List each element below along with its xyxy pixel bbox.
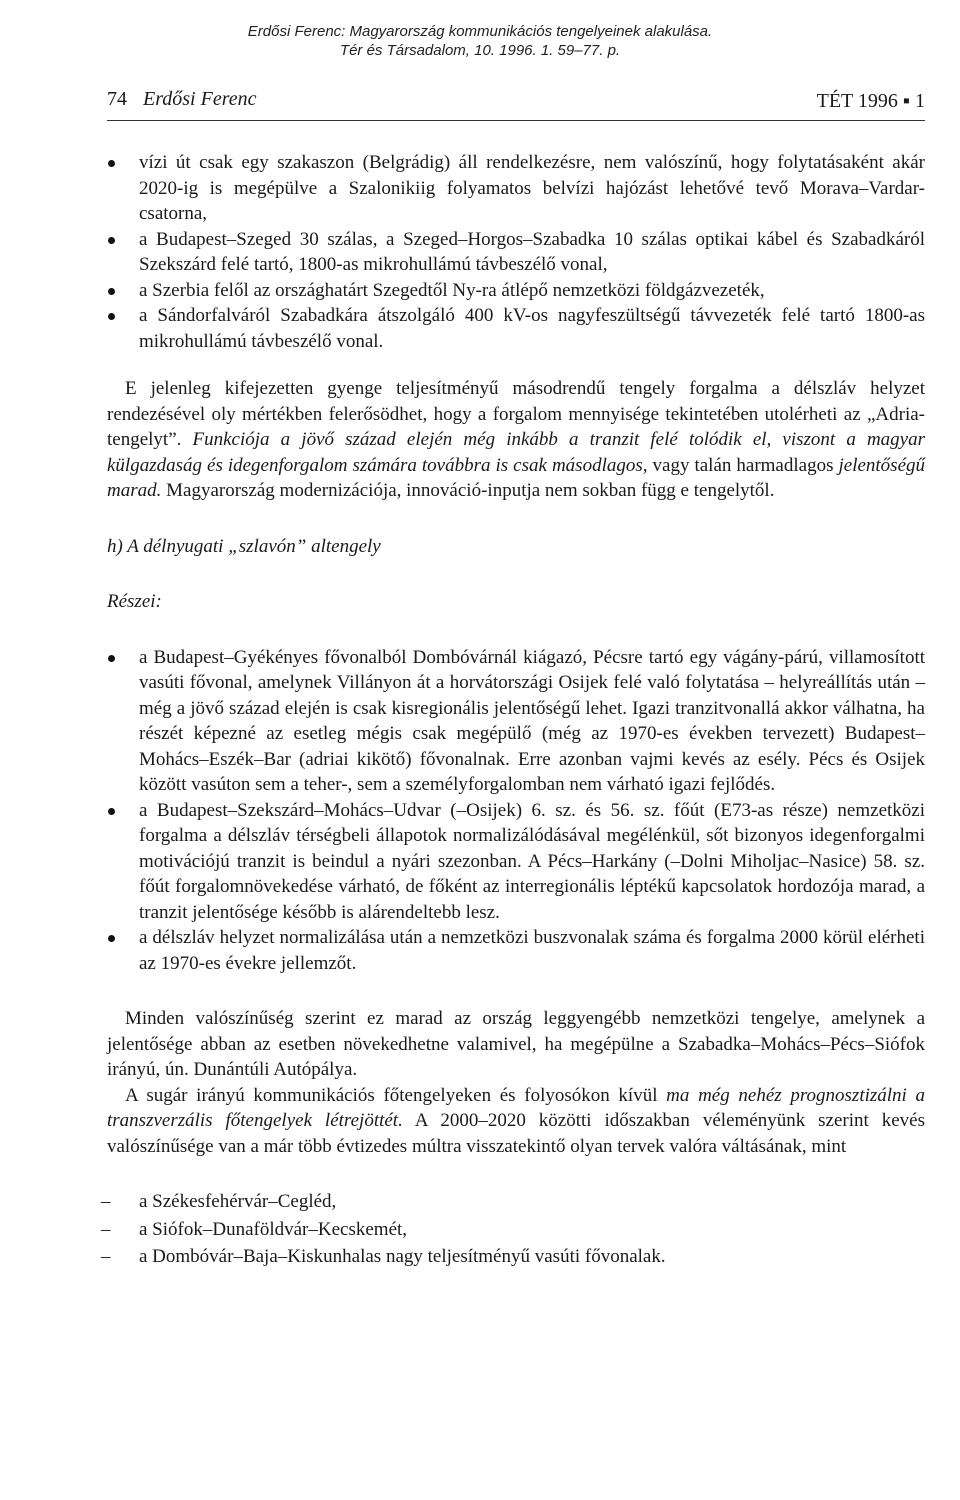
page-number: 74: [107, 88, 127, 110]
list-item: – a Dombóvár–Baja–Kiskunhalas nagy teljesítményű vasúti fővonalak.: [107, 1244, 925, 1270]
paragraph-text: Magyarország modernizációja, innováció-inputja nem sokban függ e tengelytől.: [161, 480, 775, 501]
section-title: h) A délnyugati „szlavón” altengely: [107, 535, 381, 557]
paragraph-text: A sugár irányú kommunikációs főtengelyeken és folyosókon kívül: [125, 1084, 667, 1106]
running-head-left: [107, 88, 257, 111]
journal-label: TÉT 1996 ▪ 1: [816, 90, 925, 112]
dash-list: [107, 1189, 925, 1270]
paragraph-text: vagy talán harmadlagos: [647, 454, 839, 476]
page-body: [107, 150, 925, 1272]
list-item: a Sándorfalváról Szabadkára átszolgáló 400 kV-os nagyfeszültségű távvezeték felé tartó 1800-as mikrohullámú távbeszélő vonal.: [107, 303, 925, 354]
paragraph-3: [107, 1083, 925, 1160]
bullet-list-top: [107, 150, 925, 354]
paragraph-emphasis: ma még nehéz prognosztizálni a transzverzális főtengelyek létrejöttét.: [107, 1084, 926, 1131]
list-item: a Budapest–Szeged 30 szálas, a Szeged–Horgos–Szabadka 10 szálas optikai kábel és Szabadkáról Szekszárd felé tartó, 1800-as mikrohullámú távbeszélő vonal,: [107, 227, 925, 278]
citation-line-1: Erdősi Ferenc: Magyarország kommunikációs tengelyeinek alakulása.: [247, 23, 713, 40]
paragraph-text: A 2000–2020 közötti időszakban véleményünk szerint kevés valószínűsége van a már több évtizedes múltra visszatekintő olyan tervek valóra váltásának, mint: [107, 1110, 925, 1157]
paragraph-2: Minden valószínűség szerint ez marad az ország leggyengébb nemzetközi tengelye, amelynek a jelentősége abban az esetben növekedhetne valamivel, ha megépülne a Szabadka–Mohács–Pécs–Siófok irányú, ún. Dunántúli Autópálya.: [107, 1008, 925, 1080]
citation-header: [0, 22, 960, 60]
citation-line-2: Tér és Társadalom, 10. 1996. 1. 59–77. p.: [339, 42, 621, 59]
paragraph-emphasis: jelentőségű marad.: [107, 454, 926, 501]
list-item: a Budapest–Szekszárd–Mohács–Udvar (–Osijek) 6. sz. és 56. sz. főút (E73-as része) nemzetközi forgalma a délszláv térségbeli állapotok normalizálódásával megélénkül, sőt bizonyos idegenforgalmi motivációjú tranzit is beindul a nyári szezonban. A Pécs–Harkány (–Dolni Miholjac–Nasice) 58. sz. főút forgalomnövekedése várható, de főként az interregionális léptékű kapcsolatok hordozója marad, a tranzit jelentősége később is alárendeltebb lesz.: [107, 798, 925, 926]
list-item: – a Siófok–Dunaföldvár–Kecskemét,: [107, 1217, 925, 1243]
list-item: a Budapest–Gyékényes fővonalból Dombóvárnál kiágazó, Pécsre tartó egy vágány-párú, villamosított vasúti fővonal, amelynek Villányon át a horvátországi Osijek felé való folytatása – helyreállítás után – még a jövő század elején is csak kisregionális jelentőségű lehet. Igazi tranzitvonallá akkor válhatna, ha részét képezné az esetleg mégis csak megépülő (még az 1970-es években tervezett) Budapest–Mohács–Eszék–Bar (adriai kikötő) fővonalnak. Erre azonban vajmi kevés az esély. Pécs és Osijek között vasúton sem a teher-, sem a személyforgalomban nem várható igazi fejlődés.: [107, 645, 925, 798]
list-item: vízi út csak egy szakaszon (Belgrádig) áll rendelkezésre, nem valószínű, hogy folytatásaként akár 2020-ig is megépülve a Szalonikiig folyamatos belvízi hajózást lehetővé tevő Morava–Vardar-csatorna,: [107, 150, 925, 227]
paragraph-text: E jelenleg kifejezetten gyenge teljesítményű másodrendű tengely forgalma a délszláv helyzet rendezésével oly mértékben felerősödhet, hogy a forgalom mennyisége tekintetében utolérheti az „Adria-tengelyt”.: [107, 378, 925, 450]
paragraph-1: [107, 376, 925, 504]
list-item: – a Székesfehérvár–Cegléd,: [107, 1189, 925, 1215]
paragraph-emphasis: Funkciója a jövő század elején még inkább a tranzit felé tolódik el, viszont a magyar külgazdaság és idegenforgalom számára továbbra is csak másodlagos,: [107, 429, 925, 476]
list-item: a délszláv helyzet normalizálása után a nemzetközi buszvonalak száma és forgalma 2000 körül elérheti az 1970-es évekre jellemzőt.: [107, 925, 925, 976]
section-parts-label: Részei:: [107, 591, 162, 612]
author-name: Erdősi Ferenc: [143, 88, 257, 110]
list-item: a Szerbia felől az országhatárt Szegedtől Ny-ra átlépő nemzetközi földgázvezeték,: [107, 278, 925, 304]
bullet-list-mid: [107, 645, 925, 977]
running-head: [107, 86, 925, 121]
